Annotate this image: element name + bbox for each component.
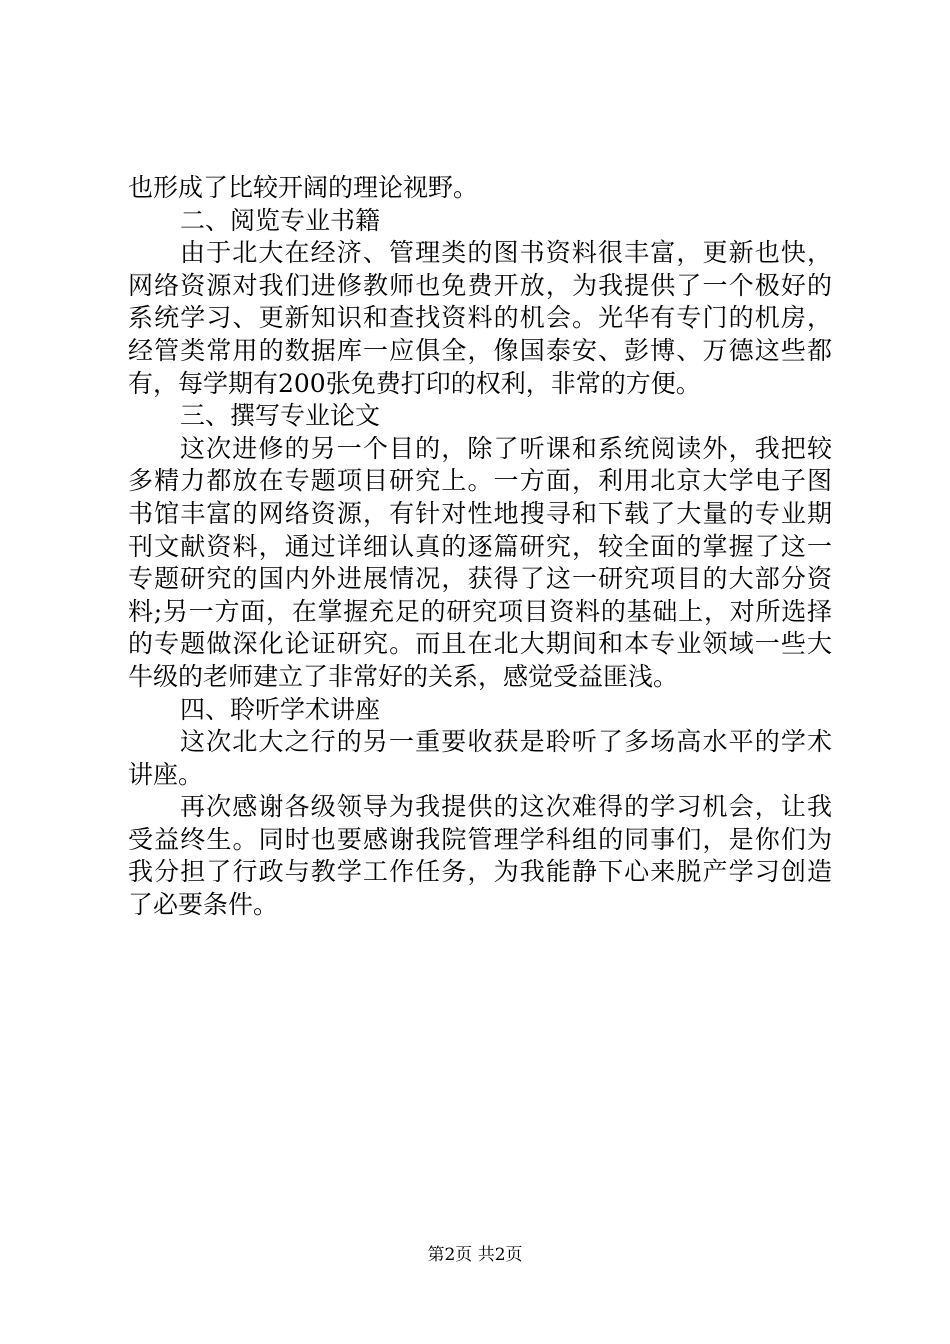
text-line: 书馆丰富的网络资源，有针对性地搜寻和下载了大量的专业期 bbox=[128, 498, 832, 528]
text-line: 料;另一方面，在掌握充足的研究项目资料的基础上，对所选择 bbox=[128, 596, 832, 626]
text-line: 再次感谢各级领导为我提供的这次难得的学习机会，让我 bbox=[180, 792, 832, 822]
text-line: 有，每学期有200张免费打印的权利，非常的方便。 bbox=[128, 368, 701, 398]
section-heading: 三、撰写专业论文 bbox=[180, 401, 381, 431]
text-line: 专题研究的国内外进展情况，获得了这一研究项目的大部分资 bbox=[128, 564, 832, 594]
text-line: 了必要条件。 bbox=[128, 890, 279, 920]
page-footer bbox=[0, 1244, 950, 1266]
text-line: 也形成了比较开阔的理论视野。 bbox=[128, 173, 479, 202]
text-line: 多精力都放在专题项目研究上。一方面，利用北京大学电子图 bbox=[128, 466, 832, 496]
text-line: 这次进修的另一个目的，除了听课和系统阅读外，我把较 bbox=[180, 433, 832, 463]
text-line: 讲座。 bbox=[128, 759, 204, 789]
text-line: 刊文献资料，通过详细认真的逐篇研究，较全面的掌握了这一 bbox=[128, 531, 832, 561]
text-line: 这次北大之行的另一重要收获是聆听了多场高水平的学术 bbox=[180, 727, 832, 757]
text-line: 我分担了行政与教学工作任务，为我能静下心来脱产学习创造 bbox=[128, 857, 832, 887]
text-line: 牛级的老师建立了非常好的关系，感觉受益匪浅。 bbox=[128, 661, 679, 691]
text-line: 由于北大在经济、管理类的图书资料很丰富，更新也快， bbox=[180, 238, 832, 268]
text-line: 系统学习、更新知识和查找资料的机会。光华有专门的机房， bbox=[128, 303, 832, 333]
page-number-label: 第2页 共2页 bbox=[427, 1245, 523, 1265]
text-line: 经管类常用的数据库一应俱全，像国泰安、彭博、万德这些都 bbox=[128, 335, 832, 365]
text-line: 受益终生。同时也要感谢我院管理学科组的同事们，是你们为 bbox=[128, 824, 832, 854]
section-heading: 四、聆听学术讲座 bbox=[180, 694, 381, 724]
text-line: 的专题做深化论证研究。而且在北大期间和本专业领域一些大 bbox=[128, 629, 832, 659]
section-heading: 二、阅览专业书籍 bbox=[180, 205, 381, 235]
document-body bbox=[128, 172, 832, 922]
text-line: 网络资源对我们进修教师也免费开放，为我提供了一个极好的 bbox=[128, 270, 832, 300]
